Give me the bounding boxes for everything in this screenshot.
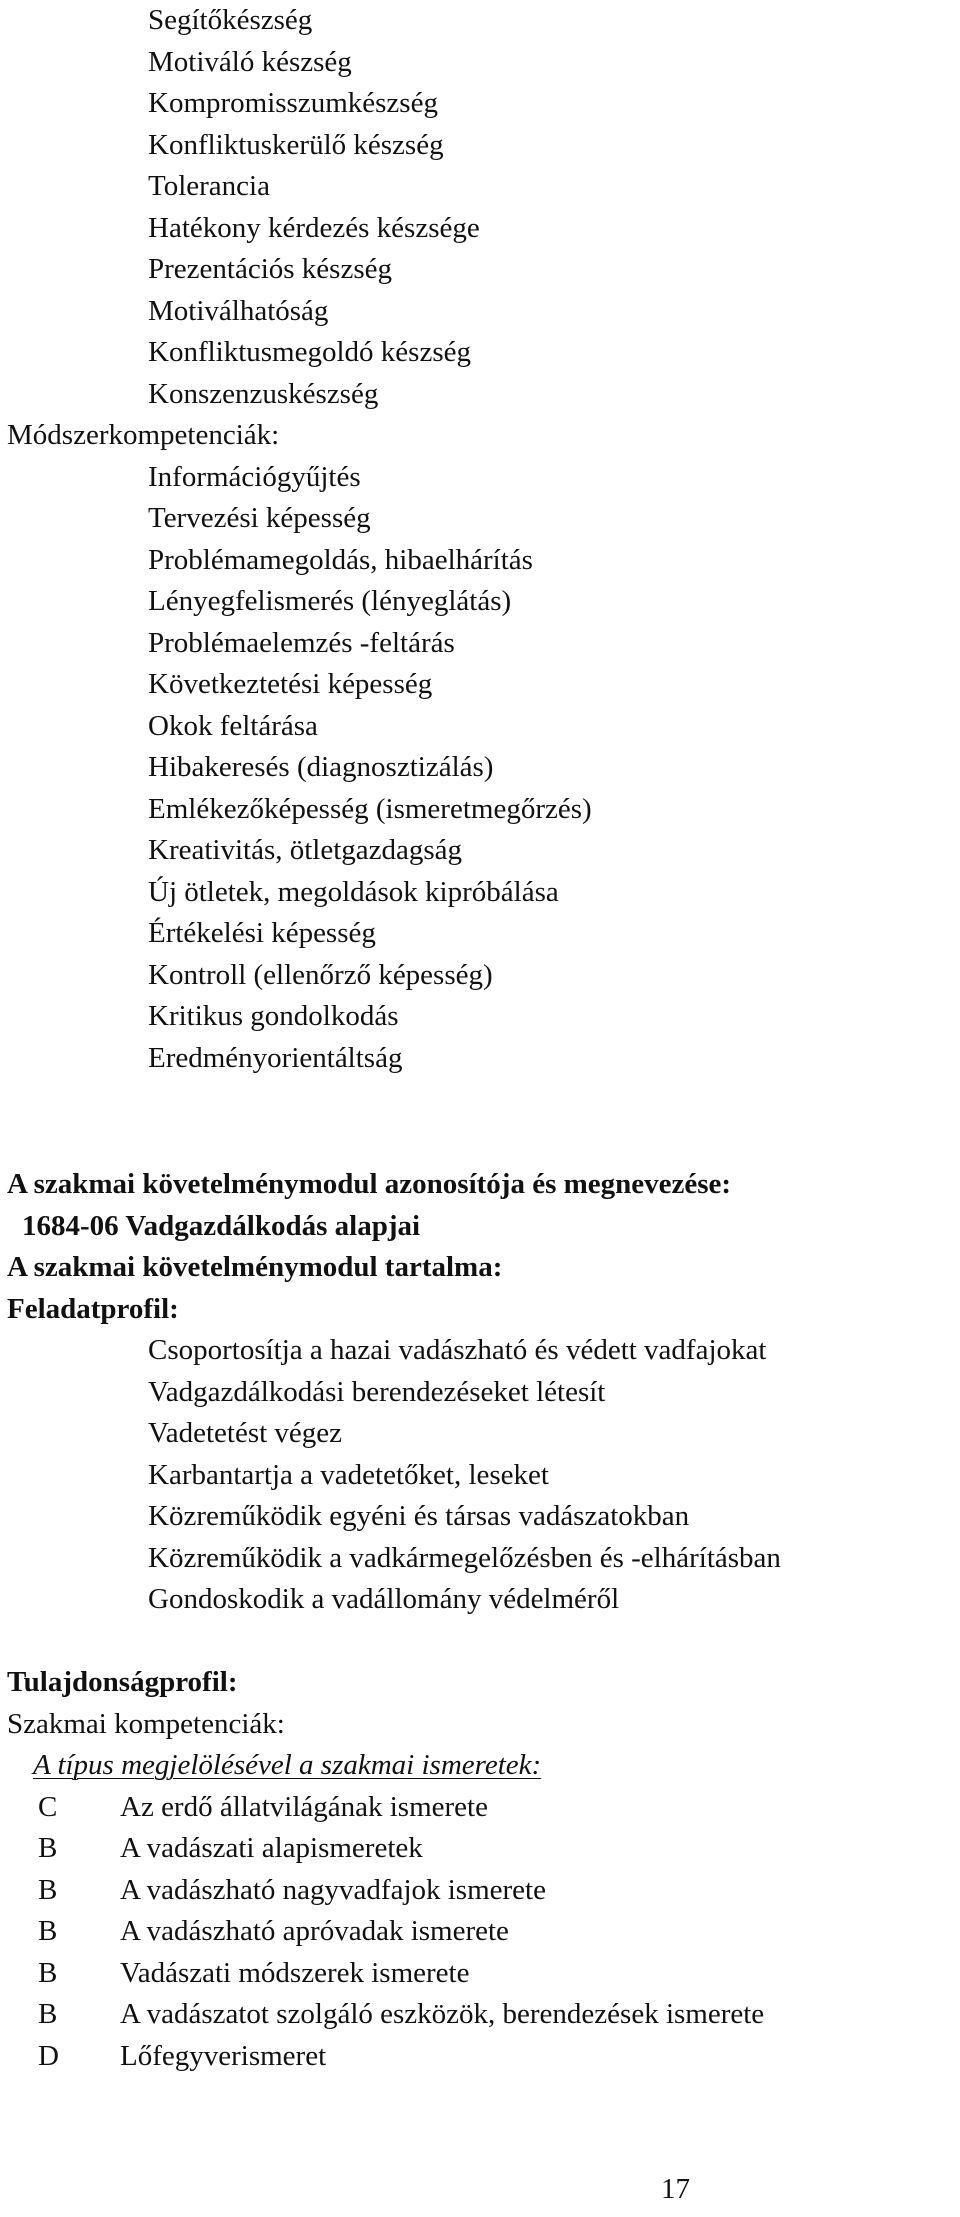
type-note-line bbox=[0, 1745, 960, 1787]
module-id-heading: A szakmai követelménymodul azonosítója és megnevezése: bbox=[7, 1168, 732, 1200]
list-item: Hatékony kérdezés készsége bbox=[148, 211, 480, 244]
list-item: Motiváló készség bbox=[148, 45, 352, 78]
list-item: Új ötletek, megoldások kipróbálása bbox=[148, 875, 559, 908]
knowledge-row bbox=[0, 1828, 960, 1870]
list-item: Kreativitás, ötletgazdagság bbox=[148, 834, 463, 866]
list-item: Információgyűjtés bbox=[148, 460, 361, 493]
list-item: Közreműködik a vadkármegelőzésben és -elhárításban bbox=[148, 1541, 781, 1574]
knowledge-text: Vadászati módszerek ismerete bbox=[120, 1956, 470, 1989]
list-item: Eredményorientáltság bbox=[148, 1041, 403, 1074]
list-item: Problémamegoldás, hibaelhárítás bbox=[148, 543, 533, 576]
knowledge-grade: D bbox=[38, 2039, 59, 2072]
list-item: Csoportosítja a hazai vadászható és védett vadfajokat bbox=[148, 1334, 767, 1366]
list-item: Következtetési képesség bbox=[148, 668, 433, 700]
list-item: Konszenzuskészség bbox=[148, 377, 379, 410]
knowledge-row bbox=[0, 1953, 960, 1995]
knowledge-text: Lőfegyverismeret bbox=[120, 2039, 327, 2072]
list-item: Karbantartja a vadetetőket, leseket bbox=[148, 1458, 549, 1491]
property-profile-section bbox=[0, 1662, 960, 2077]
list-item: Kompromisszumkészség bbox=[148, 87, 438, 119]
professional-competencies-heading: Szakmai kompetenciák: bbox=[7, 1707, 285, 1740]
knowledge-grade: B bbox=[38, 1998, 58, 2030]
personal-skills-list bbox=[0, 0, 960, 415]
knowledge-text: A vadászati alapismeretek bbox=[120, 1832, 423, 1864]
knowledge-grade: B bbox=[38, 1956, 58, 1989]
knowledge-text: A vadászható apróvadak ismerete bbox=[120, 1915, 509, 1947]
page-number: 17 bbox=[661, 2173, 690, 2205]
list-item: Gondoskodik a vadállomány védelméről bbox=[148, 1583, 620, 1615]
list-item: Tolerancia bbox=[148, 170, 270, 202]
list-item: Okok feltárása bbox=[148, 709, 318, 742]
list-item: Közreműködik egyéni és társas vadászatokban bbox=[148, 1500, 690, 1532]
module-id-value: 1684-06 Vadgazdálkodás alapjai bbox=[22, 1209, 421, 1242]
list-item: Vadgazdálkodási berendezéseket létesít bbox=[148, 1375, 606, 1408]
property-profile-heading: Tulajdonságprofil: bbox=[7, 1666, 238, 1698]
module-section bbox=[0, 1164, 960, 1621]
knowledge-text: Az erdő állatvilágának ismerete bbox=[120, 1790, 488, 1823]
knowledge-row bbox=[0, 2036, 960, 2078]
list-item: Értékelési képesség bbox=[148, 917, 376, 949]
list-item: Vadetetést végez bbox=[148, 1417, 343, 1449]
list-item: Konfliktuskerülő készség bbox=[148, 128, 444, 161]
list-item: Kontroll (ellenőrző képesség) bbox=[148, 958, 493, 991]
list-item: Lényegfelismerés (lényeglátás) bbox=[148, 585, 512, 617]
knowledge-text: A vadászható nagyvadfajok ismerete bbox=[120, 1873, 546, 1906]
list-item: Kritikus gondolkodás bbox=[148, 1000, 399, 1032]
list-item: Tervezési képesség bbox=[148, 502, 371, 534]
knowledge-grade: B bbox=[38, 1915, 58, 1947]
list-item: Hibakeresés (diagnosztizálás) bbox=[148, 751, 494, 783]
knowledge-row bbox=[0, 1870, 960, 1912]
knowledge-row bbox=[0, 1787, 960, 1829]
module-content-heading: A szakmai követelménymodul tartalma: bbox=[7, 1251, 503, 1283]
list-item: Prezentációs készség bbox=[148, 253, 392, 285]
knowledge-grade: B bbox=[38, 1873, 58, 1906]
method-competencies-heading: Módszerkompetenciák: bbox=[7, 419, 280, 451]
knowledge-row bbox=[0, 1911, 960, 1953]
knowledge-grade: C bbox=[38, 1790, 58, 1823]
knowledge-row bbox=[0, 1994, 960, 2036]
task-profile-heading: Feladatprofil: bbox=[7, 1292, 179, 1325]
method-competencies-section bbox=[0, 415, 960, 1079]
list-item: Konfliktusmegoldó készség bbox=[148, 336, 471, 368]
type-note: A típus megjelölésével a szakmai ismeretek: bbox=[33, 1749, 542, 1781]
list-item: Problémaelemzés -feltárás bbox=[148, 626, 455, 659]
list-item: Motiválhatóság bbox=[148, 294, 329, 327]
knowledge-text: A vadászatot szolgáló eszközök, berendezések ismerete bbox=[120, 1998, 765, 2030]
list-item: Segítőkészség bbox=[148, 4, 313, 36]
knowledge-grade: B bbox=[38, 1832, 58, 1864]
list-item: Emlékezőképesség (ismeretmegőrzés) bbox=[148, 792, 592, 825]
